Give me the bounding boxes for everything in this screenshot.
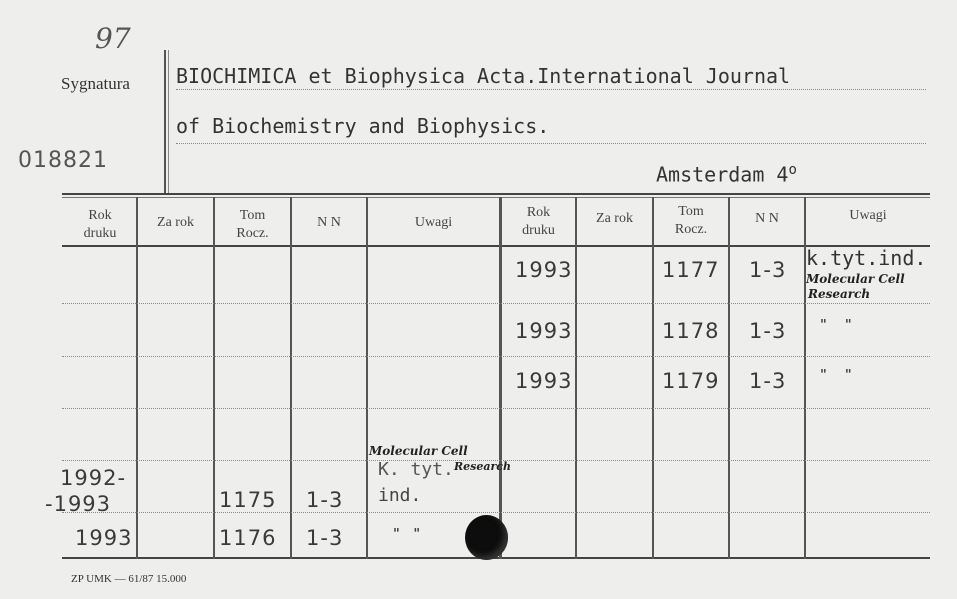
left-row1-rok-line1: 1992- (60, 466, 127, 490)
header-divider (164, 50, 166, 195)
right-row2-rok: 1993 (515, 319, 573, 343)
right-row3-nn: 1-3 (749, 369, 787, 393)
header-za-rok-right (577, 210, 652, 228)
right-row1-uwagi-typed: k.tyt.ind. (806, 246, 927, 270)
left-row1-uwagi-typed: K. tyt. (378, 459, 454, 480)
header-text: Rok (526, 205, 551, 220)
col-line (575, 197, 577, 559)
left-row2-nn: 1-3 (306, 526, 344, 550)
header-za-rok-left (138, 214, 213, 232)
header-nn-left (292, 214, 366, 232)
row-line (62, 303, 930, 304)
punch-hole (465, 515, 508, 560)
right-row1-uwagi-hand-2: Research (808, 287, 871, 301)
col-line (728, 197, 730, 559)
left-row1-uwagi-hand-2: Research (454, 460, 511, 473)
col-line (213, 197, 215, 559)
table-top-border-2 (62, 197, 930, 198)
table-top-border (62, 193, 930, 195)
header-text: Uwagi (414, 215, 453, 230)
col-line (136, 197, 138, 559)
right-row3-ditto: " " (820, 368, 852, 383)
title-dotline-2 (176, 143, 926, 144)
left-row1-uwagi-typed-2: ind. (378, 485, 422, 506)
header-text: Rocz. (674, 222, 708, 237)
header-text: Za rok (157, 215, 194, 230)
row-line (62, 356, 930, 357)
header-tom-left (215, 207, 290, 243)
col-line (652, 197, 654, 559)
header-tom-right (654, 203, 728, 239)
right-row2-tom: 1178 (662, 319, 720, 343)
header-text: Uwagi (849, 208, 887, 223)
header-divider-inner (168, 50, 169, 195)
row-line (62, 512, 930, 513)
format-sup: o (788, 162, 797, 178)
col-line (366, 197, 368, 559)
left-row2-rok: 1993 (75, 526, 133, 550)
card-number-handwritten: 97 (95, 22, 131, 55)
title-dotline-1 (176, 89, 926, 90)
right-row1-uwagi-hand: Molecular Cell (806, 272, 905, 286)
right-row3-rok: 1993 (515, 369, 573, 393)
header-uwagi-right (806, 207, 930, 225)
left-row2-tom: 1176 (219, 526, 277, 550)
signature-number: 018821 (18, 148, 108, 173)
header-text: N N (755, 211, 779, 226)
sygnatura-label: Sygnatura (61, 74, 130, 93)
right-row2-nn: 1-3 (749, 319, 787, 343)
row-line (62, 408, 930, 409)
left-row2-ditto: " " (393, 527, 421, 542)
left-row1-nn: 1-3 (306, 488, 344, 512)
left-row1-rok-line2: -1993 (45, 492, 112, 516)
header-text: Rok (88, 208, 112, 223)
right-row1-tom: 1177 (662, 258, 720, 282)
header-rok-druku-left (64, 207, 136, 243)
header-text: N N (317, 215, 341, 230)
place-text: Amsterdam 4 (656, 162, 789, 187)
header-nn-right (730, 210, 804, 228)
place-format (656, 162, 797, 187)
header-text: druku (83, 226, 117, 241)
col-line (290, 197, 292, 559)
header-text: druku (522, 223, 555, 238)
header-text: Tom (239, 208, 266, 223)
left-row1-tom: 1175 (219, 488, 277, 512)
right-row2-ditto: " " (820, 318, 852, 333)
footer-print-code: ZP UMK — 61/87 15.000 (71, 573, 187, 585)
title-line-2: of Biochemistry and Biophysics. (176, 114, 550, 138)
right-row1-nn: 1-3 (749, 258, 787, 282)
right-row1-rok: 1993 (515, 258, 573, 282)
header-text: Rocz. (236, 226, 269, 241)
left-row1-uwagi-hand: Molecular Cell (369, 444, 468, 458)
header-rok-druku-right (502, 204, 575, 240)
right-row3-tom: 1179 (662, 369, 720, 393)
header-bottom-border (62, 245, 930, 247)
header-text: Tom (678, 204, 704, 219)
title-line-1: BIOCHIMICA et Biophysica Acta.International Journal (176, 64, 791, 88)
header-uwagi-left (368, 214, 499, 232)
header-text: Za rok (596, 211, 633, 226)
col-line-center (499, 197, 502, 559)
